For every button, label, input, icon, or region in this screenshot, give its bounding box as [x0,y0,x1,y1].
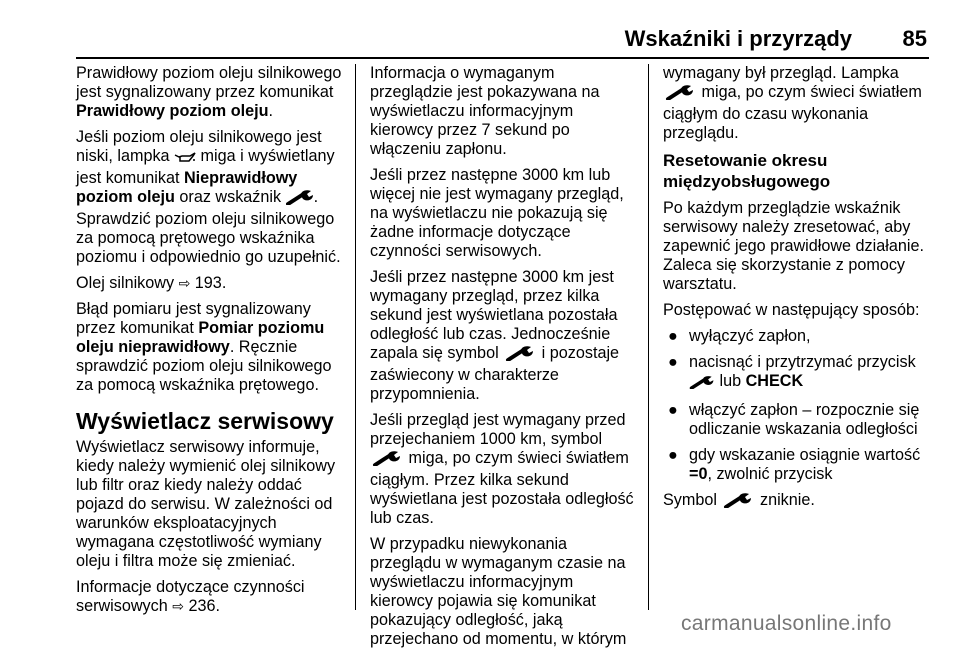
wrench-icon [370,450,404,471]
paragraph: Informacja o wymaganym przeglądzie jest pokazywana na wyświetlaczu informacyjnym kierowcy przez 7 sekund po włączeniu zapłonu. [370,64,600,158]
arrow-ref-icon: ⇨ [178,275,191,291]
paragraph: wymagany był przegląd. Lampka miga, po czym świeci światłem ciągłym do czasu wykonania przeglądu. [663,64,922,142]
page-header [0,0,960,62]
paragraph: Prawidłowy poziom oleju silnikowego jest sygnalizowany przez komunikat Prawidłowy poziom oleju. [76,64,342,120]
paragraph: W przypadku niewykonania przeglądu w wymaganym czasie na wyświetlaczu informacyjnym kierowcy pojawia się komunikat pokazujący odległość, jaką przejechano od momentu, w którym [370,535,627,648]
paragraph: Jeśli przez następne 3000 km lub więcej nie jest wymagany przegląd, na wyświetlaczu nie pokazują się żadne informacje dotyczące czynności serwisowych. [370,166,624,260]
list-item: ● nacisnąć i przytrzymać przycisk lub CHECK [663,353,931,394]
page-number: 85 [902,26,927,51]
paragraph: Olej silnikowy ⇨ 193. [76,274,227,292]
wrench-icon [286,189,314,210]
paragraph: Jeśli przegląd jest wymagany przed przejechaniem 1000 km, symbol miga, po czym świeci światłem ciągłym. Przez kilka sekund wyświetlana jest pozostała odległość lub czas. [370,411,634,527]
wrench-icon [503,345,537,366]
paragraph: Wyświetlacz serwisowy informuje, kiedy należy wymienić olej silnikowy lub filtr oraz kiedy należy oddać pojazd do serwisu. W zależności od warunków eksploatacyjnych wymagana częstotliwość wymiany oleju i filtra może się zmieniać. [76,438,336,570]
column-1 [76,64,346,623]
list-item: ● wyłączyć zapłon, [668,327,811,345]
column-divider [648,64,649,610]
arrow-ref-icon: ⇨ [172,598,184,614]
paragraph: Po każdym przeglądzie wskaźnik serwisowy należy zresetować, aby zapewnić jego prawidłowe działanie. Zaleca się skorzystanie z pomocy warsztatu. [663,199,924,293]
header-rule [76,57,929,59]
page-ref-link[interactable]: 236 [188,597,216,615]
paragraph: Postępować w następujący sposób: [663,301,920,319]
steps-list [663,327,931,484]
wrench-icon [689,375,715,394]
wrench-icon [721,492,755,513]
list-item: ● gdy wskazanie osiągnie wartość =0, zwolnić przycisk [668,446,921,483]
column-divider [355,64,356,610]
paragraph: Jeśli przez następne 3000 km jest wymagany przegląd, przez kilka sekund jest wyświetlana pozostała odległość lub czas. Jednocześnie zapala się symbol i pozostaje zaświecony w charakterze przypomnienia. [370,268,620,403]
section-title: Wskaźniki i przyrządy [624,26,852,51]
paragraph: Informacje dotyczące czynności serwisowych ⇨ 236. [76,578,305,615]
column-2 [370,64,640,656]
watermark: carmanualsonline.info [681,612,892,635]
page-ref-link[interactable]: 193 [194,274,222,292]
paragraph: Jeśli poziom oleju silnikowego jest niski, lampka miga i wyświetlany jest komunikat Nieprawidłowy poziom oleju oraz wskaźnik . Sprawdzić poziom oleju silnikowego za pomocą prętowego wskaźnika poziomu i odpowiednio go uzupełnić. [76,128,341,266]
subheading: Resetowanie okresu międzyobsługowego [663,151,831,191]
column-3 [663,64,931,520]
heading: Wyświetlacz serwisowy [76,408,334,434]
paragraph: Symbol zniknie. [663,491,931,513]
oil-can-icon [174,150,196,169]
list-item: ● włączyć zapłon – rozpocznie się odliczanie wskazania odległości [668,401,920,438]
paragraph: Błąd pomiaru jest sygnalizowany przez komunikat Pomiar poziomu oleju nieprawidłowy. Ręcznie sprawdzić poziom oleju silnikowego za pomocą wskaźnika prętowego. [76,300,332,394]
wrench-icon [663,84,697,105]
